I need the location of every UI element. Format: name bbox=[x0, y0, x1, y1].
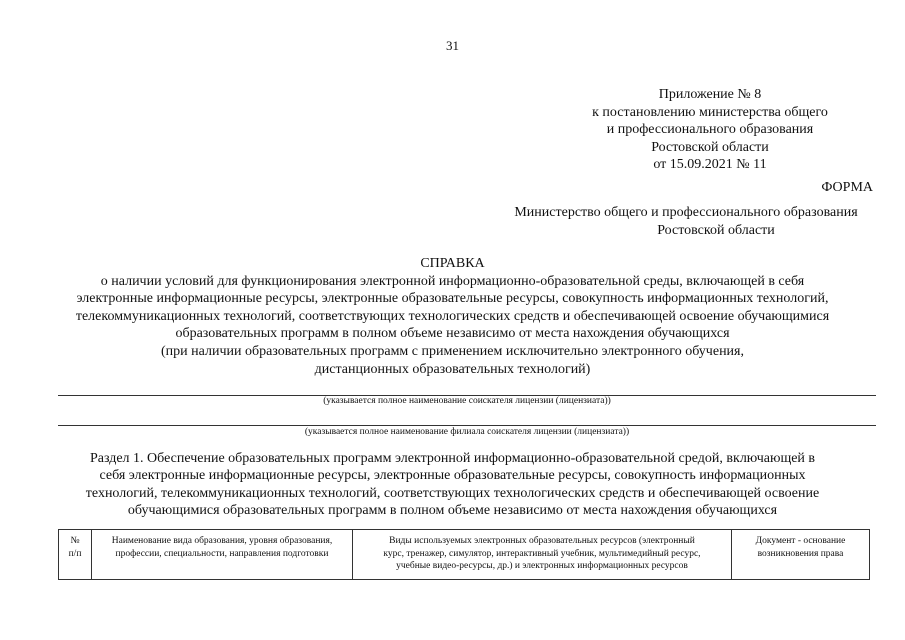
header-cell-resources bbox=[353, 530, 732, 580]
ministry-line: Ростовской области bbox=[657, 222, 775, 238]
branch-name-line bbox=[58, 425, 876, 426]
ministry-header bbox=[486, 204, 886, 239]
header-text: учебные видео-ресурсы, др.) и электронных информационных ресурсов bbox=[396, 561, 688, 571]
page-number: 31 bbox=[446, 38, 459, 53]
title-line: (при наличии образовательных программ с применением исключительно электронного обучения, bbox=[160, 343, 744, 359]
title-line: электронные информационные ресурсы, электронные образовательные ресурсы, совокупность информационных технологий, bbox=[76, 291, 829, 307]
header-cell-number bbox=[59, 530, 92, 580]
appendix-line: Ростовской области bbox=[651, 139, 769, 155]
header-cell-program bbox=[92, 530, 353, 580]
header-text: Документ - основание bbox=[755, 536, 846, 546]
header-text: возникновения права bbox=[757, 548, 844, 559]
section-line: Раздел 1. Обеспечение образовательных программ электронной информационно-образовательной средой, включающей в bbox=[89, 451, 816, 466]
table-header-row bbox=[59, 530, 870, 580]
appendix-header bbox=[560, 86, 860, 174]
branch-note: (указывается полное наименование филиала соискателя лицензии (лицензиата)) bbox=[304, 427, 630, 437]
resources-table bbox=[58, 529, 870, 580]
section-line: себя электронные информационные ресурсы, электронные образовательные ресурсы, совокупность информационных bbox=[99, 468, 806, 484]
title-line: телекоммуникационных технологий, соответствующих технологических средств и обеспечивающей освоение обучающимися bbox=[75, 308, 830, 324]
appendix-line: к постановлению министерства общего bbox=[592, 104, 828, 120]
title-heading: СПРАВКА bbox=[420, 256, 485, 271]
section-1-heading bbox=[20, 450, 885, 520]
title-line: о наличии условий для функционирования электронной информационно-образовательной среды, включающей в себя bbox=[100, 273, 805, 289]
appendix-line: и профессионального образования bbox=[606, 122, 814, 137]
header-text: п/п bbox=[68, 548, 82, 559]
header-text: Виды используемых электронных образовательных ресурсов (электронный bbox=[389, 536, 695, 546]
header-cell-document bbox=[732, 530, 870, 580]
section-line: технологий, телекоммуникационных технологий, соответствующих технологических средств и обеспечивающей освоение bbox=[85, 485, 820, 501]
header-text: курс, тренажер, симулятор, интерактивный учебник, мультимедийный ресурс, bbox=[383, 548, 701, 559]
appendix-line: от 15.09.2021 № 11 bbox=[653, 157, 767, 172]
applicant-note: (указывается полное наименование соискателя лицензии (лицензиата)) bbox=[323, 396, 611, 406]
appendix-line: Приложение № 8 bbox=[658, 87, 762, 102]
form-label: ФОРМА bbox=[821, 180, 873, 195]
document-title bbox=[20, 255, 885, 378]
title-line: дистанционных образовательных технологий) bbox=[314, 361, 591, 377]
section-line: обучающимися образовательных программ в полном объеме независимо от места нахождения обучающихся bbox=[127, 503, 778, 519]
ministry-line: Министерство общего и профессионального образования bbox=[514, 205, 858, 220]
title-line: образовательных программ в полном объеме независимо от места нахождения обучающихся bbox=[175, 326, 730, 342]
header-text: № bbox=[70, 536, 80, 546]
header-text: Наименование вида образования, уровня образования, bbox=[111, 536, 333, 546]
header-text: профессии, специальности, направления подготовки bbox=[115, 548, 329, 559]
